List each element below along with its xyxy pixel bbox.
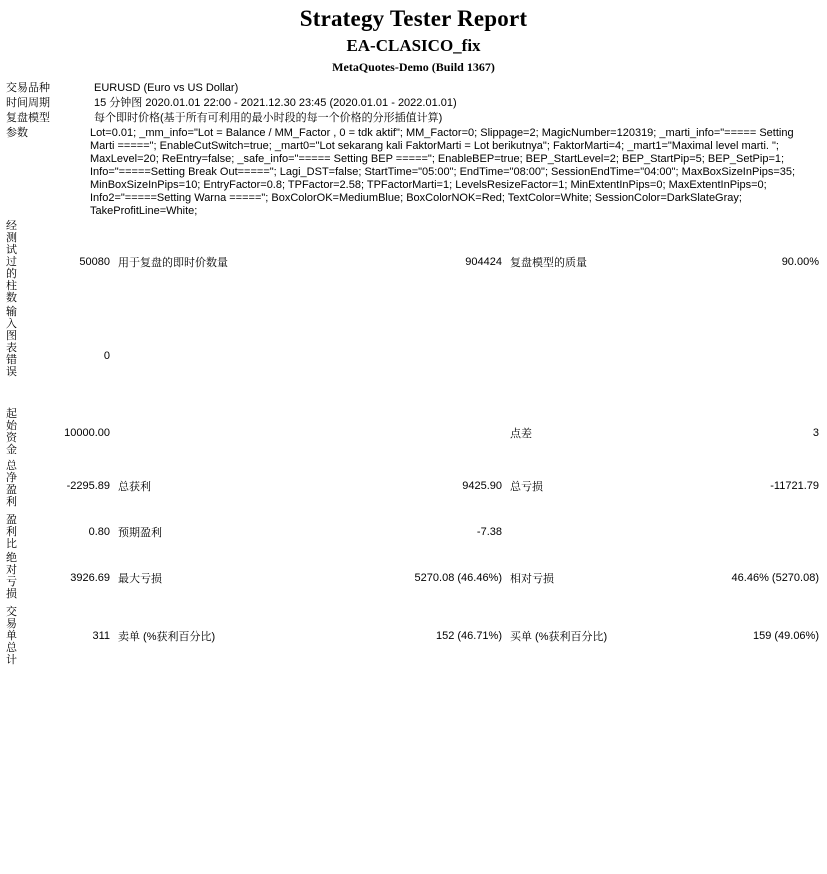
- stats-label-2: 用于复盘的即时价数量: [118, 257, 228, 269]
- stats-row: [0, 407, 827, 459]
- stats-value-2: [370, 305, 506, 407]
- stats-label-3: 买单 (%获利百分比): [510, 631, 608, 643]
- stats-row: [0, 459, 827, 513]
- symbol-row: [0, 81, 827, 96]
- stats-value-3: -11721.79: [770, 480, 819, 492]
- stats-value-2: [370, 407, 506, 459]
- stats-row-label: 经 测 试 过 的 柱 数: [6, 220, 17, 304]
- stats-row-label: 起 始 资 金: [6, 408, 17, 456]
- stats-label-2: 卖单 (%获利百分比): [118, 631, 216, 643]
- stats-label-3: 相对亏损: [510, 573, 554, 585]
- stats-value-1: 50080: [79, 256, 110, 268]
- stats-row: [0, 605, 827, 667]
- period-row: [0, 96, 827, 111]
- stats-row-label: 盈 利 比: [6, 514, 17, 550]
- stats-label-3: 点差: [510, 428, 532, 440]
- params-value: Lot=0.01; _mm_info="Lot = Balance / MM_Factor , 0 = tdk aktif"; MM_Factor=0; Slippage=2; MagicNumber=120319; _marti_info="===== Setting Marti ====="; EnableCutSwitch=true; _mart0="Lot sekarang kali FaktorMarti = Lot berikutnya"; FaktorMarti=4; _mart1="Maximal level marti. "; MaxLevel=20; ReEntry=false; _safe_info="===== Setting BEP ====="; EnableBEP=true; BEP_StartLevel=2; BEP_StartPip=5; BEP_SetPip=1; Info="=====Setting Break Out====="; Lagi_DST=false; StartTime="05:00"; EndTime="08:00"; SessionEndTime="04:00"; MaxBoxSizeInPips=35; MinBoxSizeInPips=10; EntryFactor=0.8; TPFactor=2.58; TPFactorMarti=1; LevelsResizeFactor=1; MinExtentInPips=0; MaxExtentInPips=0; Info2="=====Setting Warna ====="; BoxColorOK=MediumBlue; BoxColorNOK=Red; TextColor=White; SessionColor=DarkSlateGray; TakeProfitLine=White;: [90, 127, 796, 217]
- period-value: 15 分钟图 2020.01.01 22:00 - 2021.12.30 23:45 (2020.01.01 - 2022.01.01): [94, 97, 457, 109]
- stats-label-3: [506, 513, 692, 551]
- stats-value-3: 46.46% (5270.08): [731, 572, 819, 584]
- page-title: Strategy Tester Report: [299, 6, 528, 31]
- stats-value-2: 152 (46.71%): [435, 630, 502, 642]
- stats-value-1: -2295.89: [66, 480, 110, 492]
- stats-row: [0, 219, 827, 305]
- stats-value-2: 5270.08 (46.46%): [414, 572, 502, 584]
- model-value: 每个即时价格(基于所有可利用的最小时段的每一个价格的分形插值计算): [94, 112, 443, 124]
- report-stats-table: [0, 219, 827, 667]
- stats-row-label: 绝 对 亏 损: [6, 552, 17, 600]
- stats-row-label: 输 入 图 表 错 误: [6, 306, 17, 378]
- stats-value-3: 159 (49.06%): [752, 630, 819, 642]
- stats-row: [0, 513, 827, 551]
- stats-row-label: 总 净 盈 利: [6, 460, 17, 508]
- stats-label-2: [114, 305, 370, 407]
- stats-label-2: 总获利: [118, 481, 151, 493]
- expert-name: EA-CLASICO_fix: [346, 36, 481, 55]
- stats-label-3: [506, 305, 692, 407]
- params-label: 参数: [6, 127, 28, 139]
- stats-label-2: [114, 407, 370, 459]
- stats-body: [0, 219, 827, 667]
- stats-row: [0, 305, 827, 407]
- stats-row: [0, 551, 827, 605]
- stats-value-3: [692, 305, 827, 407]
- model-label: 复盘模型: [6, 112, 50, 124]
- symbol-label: 交易品种: [6, 82, 50, 94]
- stats-label-2: 预期盈利: [118, 527, 162, 539]
- stats-label-2: 最大亏损: [118, 573, 162, 585]
- stats-label-3: 复盘模型的质量: [510, 257, 587, 269]
- stats-value-3: [692, 513, 827, 551]
- report-info-table: [0, 81, 827, 219]
- symbol-value: EURUSD (Euro vs US Dollar): [94, 82, 239, 94]
- stats-value-1: 311: [92, 630, 110, 642]
- params-row: [0, 126, 827, 219]
- stats-value-1: 10000.00: [64, 427, 110, 439]
- stats-value-1: 0: [103, 350, 110, 362]
- stats-label-3: 总亏损: [510, 481, 543, 493]
- model-row: [0, 111, 827, 126]
- stats-value-1: 3926.69: [70, 572, 110, 584]
- report-header: [0, 0, 827, 81]
- stats-row-label: 交 易 单 总 计: [6, 606, 17, 666]
- stats-value-2: 9425.90: [462, 480, 502, 492]
- period-label: 时间周期: [6, 97, 50, 109]
- broker-build: MetaQuotes-Demo (Build 1367): [332, 60, 495, 74]
- stats-value-2: -7.38: [476, 526, 502, 538]
- stats-value-3: 90.00%: [781, 256, 819, 268]
- stats-value-1: 0.80: [88, 526, 110, 538]
- stats-value-2: 904424: [465, 256, 502, 268]
- stats-value-3: 3: [812, 427, 819, 439]
